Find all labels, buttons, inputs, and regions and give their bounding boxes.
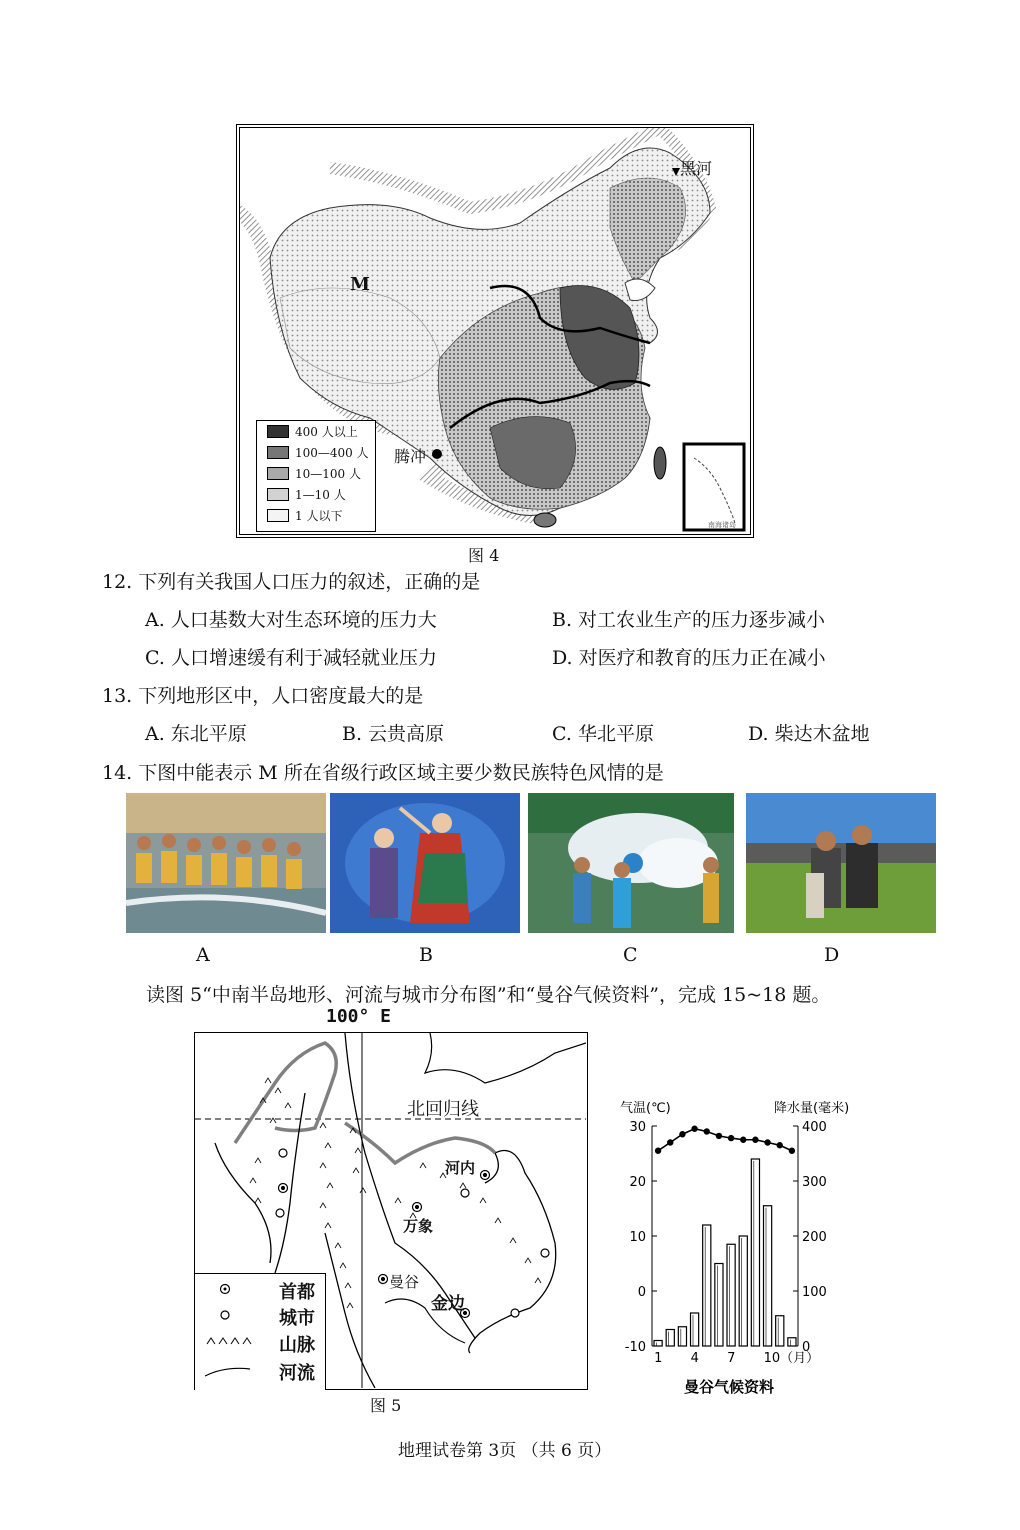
tropic-label: 北回归线 xyxy=(407,1099,479,1120)
map-inset-label: 南海诸岛 xyxy=(708,521,736,529)
reading-intro: 读图 5“中南半岛地形、河流与城市分布图”和“曼谷气候资料”，完成 15~18 题。 xyxy=(146,984,831,1006)
figure-4-population-map xyxy=(236,124,754,538)
temperature-point xyxy=(740,1137,746,1143)
precipitation-bar xyxy=(678,1327,686,1346)
figure-4-caption: 图 4 xyxy=(468,546,500,565)
legend-mountain: 山脉 xyxy=(279,1335,315,1356)
map-label-m: M xyxy=(350,274,370,295)
temperature-point xyxy=(704,1128,710,1134)
question-12-option-d: D. 对医疗和教育的压力正在减小 xyxy=(552,647,826,669)
temp-tick-label: -10 xyxy=(624,1340,646,1355)
city-label-vientiane: 万象 xyxy=(403,1217,434,1235)
temperature-line xyxy=(658,1129,792,1151)
figure-5-caption: 图 5 xyxy=(370,1396,402,1415)
precipitation-bar xyxy=(788,1338,796,1346)
precipitation-bar xyxy=(764,1206,772,1346)
precipitation-bar xyxy=(703,1225,711,1346)
question-13-option-d: D. 柴达木盆地 xyxy=(748,723,870,745)
temperature-point xyxy=(667,1139,673,1145)
photo-d-wrestling xyxy=(746,793,936,933)
question-13-stem: 13. 下列地形区中，人口密度最大的是 xyxy=(102,685,424,707)
photo-label-b: B xyxy=(419,944,433,966)
precip-tick-label: 400 xyxy=(802,1120,827,1135)
temp-tick-label: 20 xyxy=(629,1175,646,1190)
question-13-option-c: C. 华北平原 xyxy=(552,723,654,745)
question-14-stem: 14. 下图中能表示 M 所在省级行政区域主要少数民族特色风情的是 xyxy=(102,762,664,784)
climate-chart-title: 曼谷气候资料 xyxy=(684,1378,775,1396)
precipitation-bar xyxy=(715,1264,723,1347)
page-footer: 地理试卷第 3页 （共 6 页） xyxy=(398,1441,612,1461)
legend-city: 城市 xyxy=(279,1308,315,1329)
precip-tick-label: 300 xyxy=(802,1175,827,1190)
map-label-tengchong: 腾冲 xyxy=(394,447,427,466)
city-label-hanoi: 河内 xyxy=(445,1159,476,1177)
map-5-legend-symbols xyxy=(195,1274,275,1390)
photo-label-d: D xyxy=(824,944,840,966)
photo-a-dragon-boat xyxy=(126,793,326,933)
question-12-option-a: A. 人口基数大对生态环境的压力大 xyxy=(145,609,437,631)
city-label-phnompenh: 金边 xyxy=(431,1294,465,1314)
legend-item: 10—100 人 xyxy=(257,463,375,484)
bangkok-climate-chart xyxy=(600,1090,900,1400)
legend-item: 400 人以上 xyxy=(257,421,375,442)
legend-swatch xyxy=(267,509,289,522)
map-label-heihe: 黑河 xyxy=(680,159,713,178)
precip-tick-label: 0 xyxy=(802,1340,811,1355)
temperature-point xyxy=(691,1126,697,1132)
question-12-option-b: B. 对工农业生产的压力逐步减小 xyxy=(552,609,826,631)
month-tick-label: 7 xyxy=(727,1351,736,1366)
precip-axis-label: 降水量(毫米) xyxy=(774,1101,850,1116)
question-13-option-a: A. 东北平原 xyxy=(145,723,247,745)
month-tick-label: 4 xyxy=(690,1351,699,1366)
temperature-point xyxy=(764,1139,770,1145)
temp-tick-label: 0 xyxy=(637,1285,646,1300)
question-13-option-b: B. 云贵高原 xyxy=(342,723,445,745)
precipitation-bar xyxy=(727,1244,735,1346)
photo-label-c: C xyxy=(623,944,638,966)
precipitation-bar xyxy=(776,1316,784,1346)
temperature-point xyxy=(728,1135,734,1141)
legend-item: 1—10 人 xyxy=(257,484,375,505)
precipitation-bar xyxy=(739,1236,747,1346)
precipitation-bar xyxy=(691,1313,699,1346)
temperature-point xyxy=(716,1133,722,1139)
month-tick-label: 10（月） xyxy=(763,1351,820,1366)
population-density-legend xyxy=(256,420,376,532)
precipitation-bar xyxy=(666,1330,674,1347)
climate-chart-svg xyxy=(600,1090,900,1400)
temperature-point xyxy=(777,1142,783,1148)
precip-tick-label: 100 xyxy=(802,1285,827,1300)
photo-b-uyghur-dance xyxy=(330,793,520,933)
temp-tick-label: 30 xyxy=(629,1120,646,1135)
question-12-option-c: C. 人口增速缓有利于减轻就业压力 xyxy=(145,647,437,669)
temp-tick-label: 10 xyxy=(629,1230,646,1245)
month-tick-label: 1 xyxy=(654,1351,663,1366)
photo-c-water-splashing xyxy=(528,793,734,933)
figure-5-indochina-map xyxy=(194,1032,588,1390)
city-label-bangkok: 曼谷 xyxy=(389,1273,420,1291)
temperature-point xyxy=(789,1148,795,1154)
legend-item: 1 人以下 xyxy=(257,505,375,526)
precipitation-bar xyxy=(751,1159,759,1346)
precip-tick-label: 200 xyxy=(802,1230,827,1245)
temperature-point xyxy=(752,1137,758,1143)
map-5-legend xyxy=(195,1273,326,1390)
temperature-point xyxy=(679,1131,685,1137)
temp-axis-label: 气温(℃) xyxy=(620,1101,671,1116)
question-12-stem: 12. 下列有关我国人口压力的叙述，正确的是 xyxy=(102,571,481,593)
meridian-label: 100° E xyxy=(326,1006,392,1027)
precipitation-bar xyxy=(654,1341,662,1347)
legend-river: 河流 xyxy=(279,1363,315,1384)
legend-swatch xyxy=(267,488,289,501)
legend-swatch xyxy=(267,425,289,438)
temperature-point xyxy=(655,1148,661,1154)
legend-swatch xyxy=(267,467,289,480)
photo-label-a: A xyxy=(196,944,210,966)
legend-swatch xyxy=(267,446,289,459)
legend-capital: 首都 xyxy=(279,1282,315,1303)
legend-item: 100—400 人 xyxy=(257,442,375,463)
